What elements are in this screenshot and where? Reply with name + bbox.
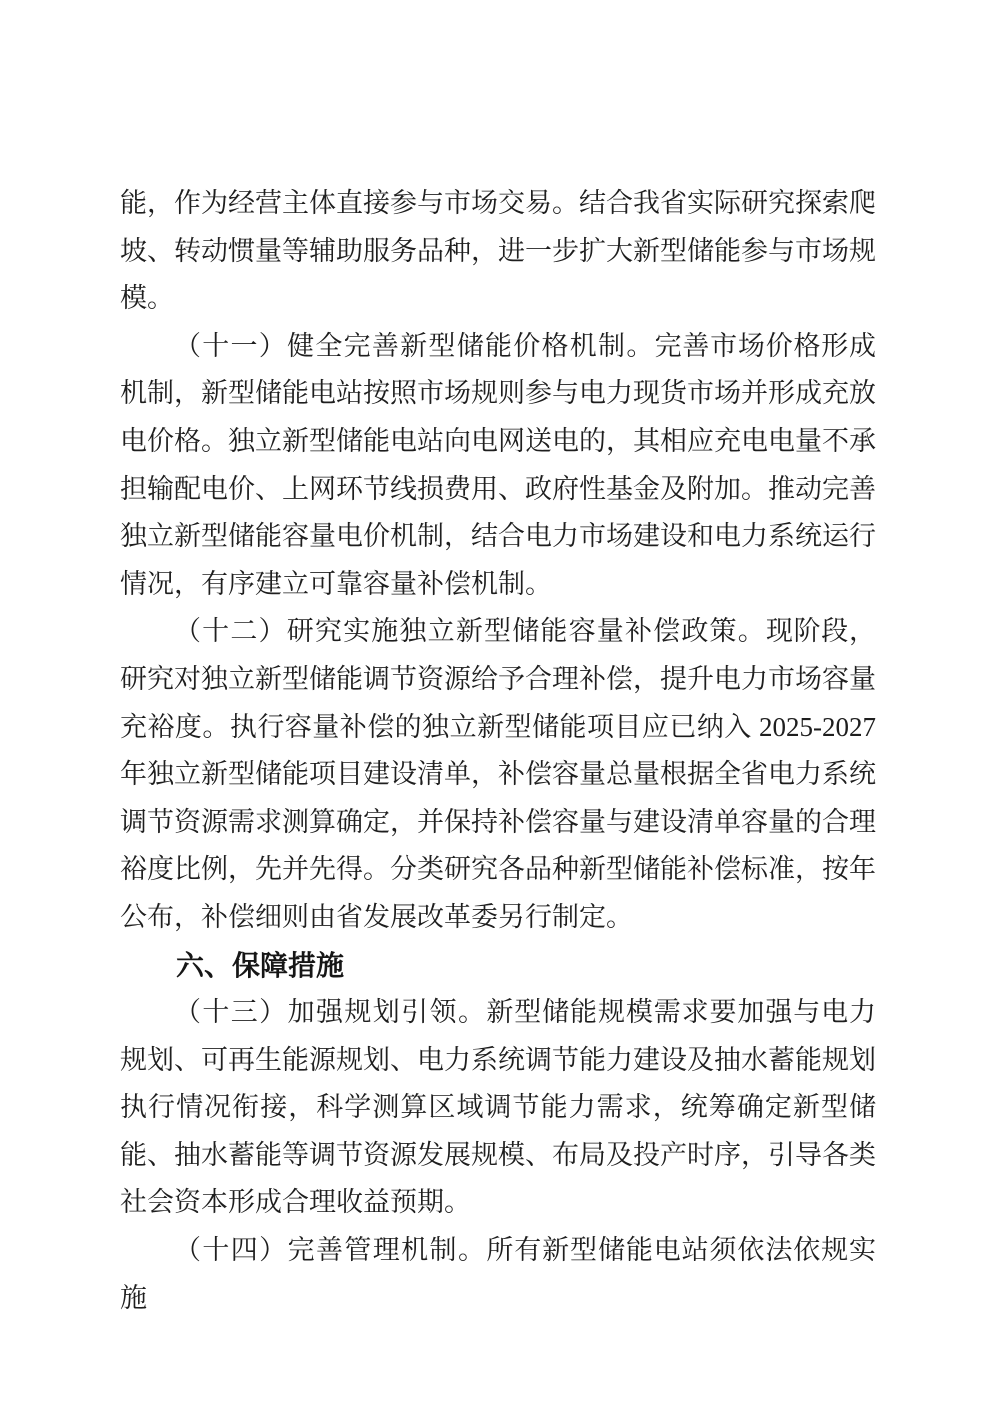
section-14-paragraph <box>120 1227 876 1322</box>
section-12-body: 现阶段，研究对独立新型储能调节资源给予合理补偿，提升电力市场容量充裕度。执行容量补偿的独立新型储能项目应已纳入 2025-2027 年独立新型储能项目建设清单，补偿容量总量根据全省电力系统调节资源需求测算确定，并保持补偿容量与建设清单容量的合理裕度比例，先并先得。分类研究各品种新型储能补偿标准，按年公布，补偿细则由省发展改革委另行制定。 <box>120 616 876 932</box>
chapter-heading-safeguard-measures: 六、保障措施 <box>176 949 345 981</box>
section-14-body: 所有新型储能电站须依法依规实施 <box>120 1235 877 1313</box>
section-13-body: 新型储能规模需求要加强与电力规划、可再生能源规划、电力系统调节能力建设及抽水蓄能规划执行情况衔接，科学测算区域调节能力需求，统筹确定新型储能、抽水蓄能等调节资源发展规模、布局及投产时序，引导各类社会资本形成合理收益预期。 <box>120 997 877 1218</box>
section-11-title: （十一）健全完善新型储能价格机制。 <box>174 330 655 361</box>
section-12-title: （十二）研究实施独立新型储能容量补偿政策。 <box>174 616 766 647</box>
document-text-block <box>120 180 876 1322</box>
section-14-title: （十四）完善管理机制。 <box>174 1235 487 1266</box>
section-11-body: 完善市场价格形成机制，新型储能电站按照市场规则参与电力现货市场并形成充放电价格。独立新型储能电站向电网送电的，其相应充电电量不承担输配电价、上网环节线损费用、政府性基金及附加。推动完善独立新型储能容量电价机制，结合电力市场建设和电力系统运行情况，有序建立可靠容量补偿机制。 <box>120 330 877 599</box>
section-13-title: （十三）加强规划引领。 <box>174 997 487 1028</box>
paragraph-continuation: 能，作为经营主体直接参与市场交易。结合我省实际研究探索爬坡、转动惯量等辅助服务品种，进一步扩大新型储能参与市场规模。 <box>120 188 876 314</box>
section-12-paragraph <box>120 608 876 941</box>
section-11-paragraph <box>120 323 876 609</box>
section-13-paragraph <box>120 989 876 1227</box>
